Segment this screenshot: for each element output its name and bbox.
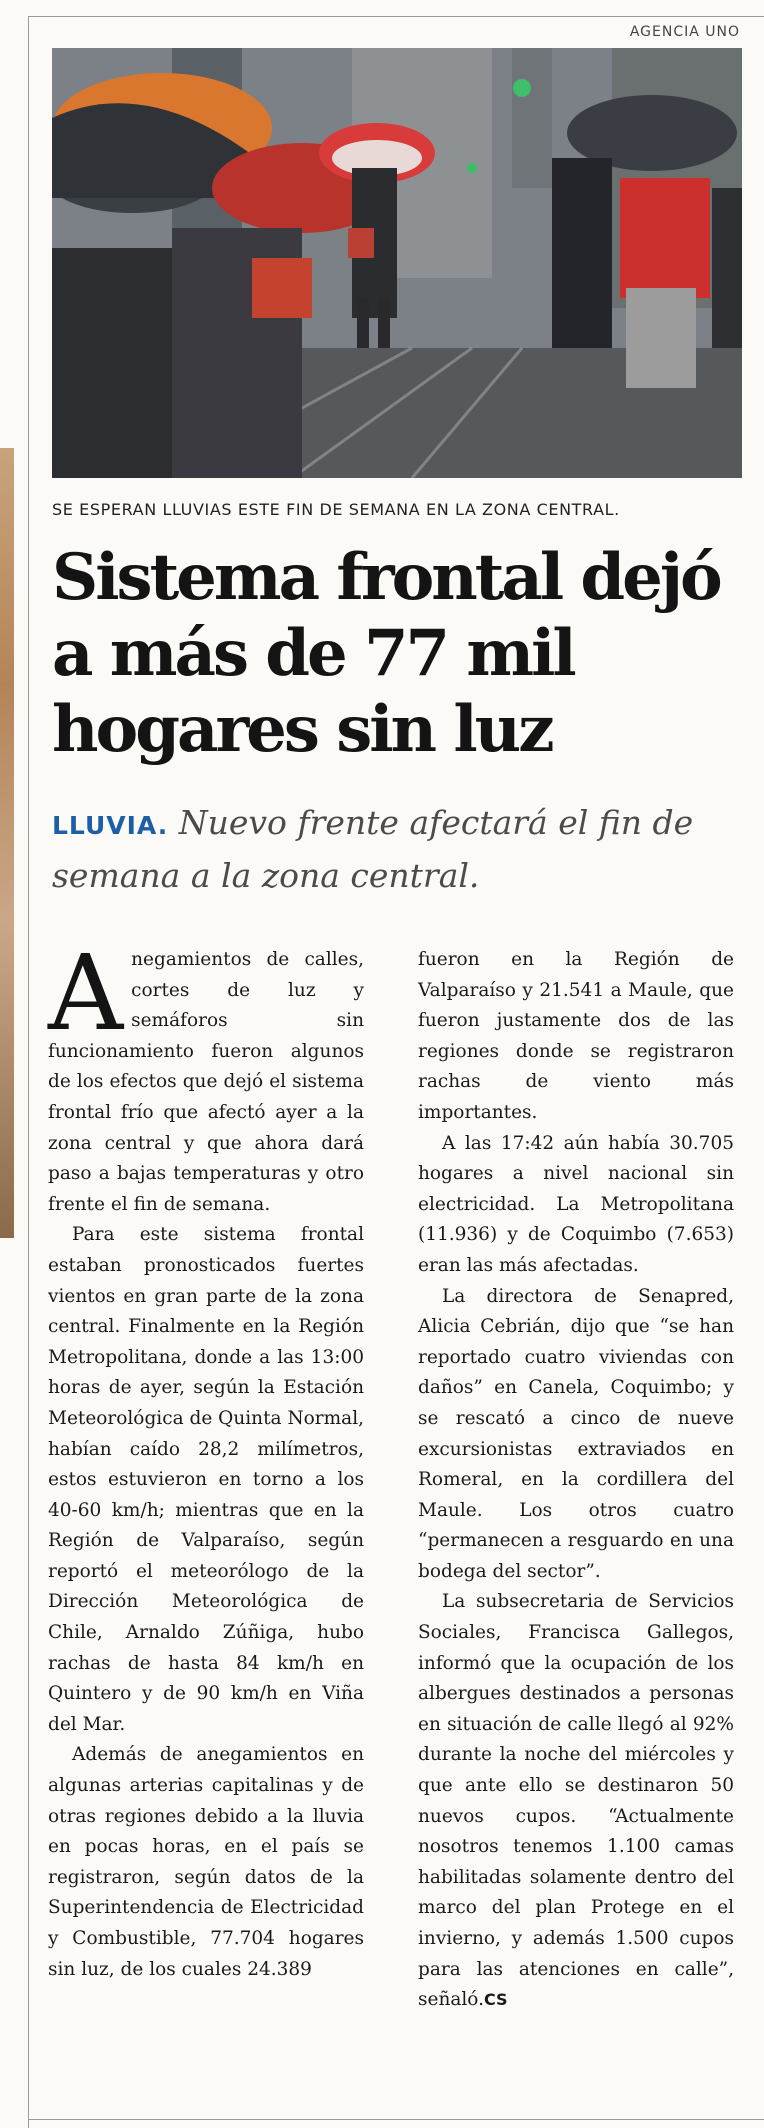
top-rule — [28, 16, 764, 17]
end-mark: CS — [484, 1990, 508, 2010]
article-column-left — [48, 932, 364, 1985]
section-kicker: LLUVIA. — [52, 811, 169, 840]
article-paragraph: fueron en la Región de Valparaíso y 21.541 a Maule, que fueron justamente dos de las regiones donde se registraron rachas de viento más importantes. — [418, 949, 734, 1123]
bottom-rule — [28, 2119, 764, 2120]
article-paragraph — [418, 1587, 734, 2015]
subheadline — [52, 798, 742, 901]
article-paragraph: Para este sistema frontal estaban pronosticados fuertes vientos en gran parte de la zona central. Finalmente en la Región Metropolitana, donde a las 13:00 horas de ayer, según la Estación Meteorológica de Quinta Normal, habían caído 28,2 milímetros, estos estuvieron en torno a los 40-60 km/h; mientras que en la Región de Valparaíso, según reportó el meteorólogo de la Dirección Meteorológica de Chile, Arnaldo Zúñiga, hubo rachas de hasta 84 km/h en Quintero y de 90 km/h en Viña del Mar. — [48, 1224, 364, 1735]
adjacent-article-edge — [0, 0, 28, 2128]
drop-cap: A — [48, 932, 124, 1054]
article-paragraph: La directora de Senapred, Alicia Cebrián, dijo que “se han reportado cuatro viviendas con daños” en Canela, Coquimbo; y se rescató a cinco de nueve excursionistas extraviados en Romeral, en la cordillera del Maule. Los otros cuatro “permanecen a resguardo en una bodega del sector”. — [418, 1285, 734, 1582]
rain-photo — [52, 48, 742, 478]
headline: Sistema frontal dejó a más de 77 mil hogares sin luz — [52, 540, 720, 767]
paragraph-text: La subsecretaria de Servicios Sociales, Francisca Gallegos, informó que la ocupación de los albergues destinados a personas en situación de calle llegó al 92% durante la noche del miércoles y que ante ello se destinaron 50 nuevos cupos. “Actualmente nosotros tenemos 1.100 camas habilitadas solamente dentro del marco del plan Protege en el invierno, y además 1.500 cupos para las atenciones en calle”, señaló. — [418, 1591, 734, 2011]
photo-caption: SE ESPERAN LLUVIAS ESTE FIN DE SEMANA EN LA ZONA CENTRAL. — [52, 500, 620, 519]
adjacent-photo-edge — [0, 448, 14, 1238]
subheadline-text: Nuevo frente afectará el fin de semana a la zona central. — [52, 803, 694, 895]
article-paragraph: Además de anegamientos en algunas arterias capitalinas y de otras regiones debido a la lluvia en pocas horas, en el país se registraron, según datos de la Superintendencia de Electricidad y Combustible, 77.704 hogares sin luz, de los cuales 24.389 — [48, 1744, 364, 1980]
rain-photo-illustration — [52, 48, 742, 478]
paragraph-text: negamientos de calles, cortes de luz y semáforos sin funcionamiento fueron algunos de los efectos que dejó el sistema frontal frío que afectó ayer a la zona central y que ahora dará paso a bajas temperaturas y otro frente el fin de semana. — [48, 949, 364, 1215]
column-rule — [28, 16, 29, 2128]
article-column-right — [418, 945, 734, 2016]
article-paragraph: A las 17:42 aún había 30.705 hogares a nivel nacional sin electricidad. La Metropolitana (11.936) y de Coquimbo (7.653) eran las más afectadas. — [418, 1132, 734, 1276]
article-paragraph — [48, 932, 364, 1220]
photo-credit: AGENCIA UNO — [629, 24, 740, 40]
